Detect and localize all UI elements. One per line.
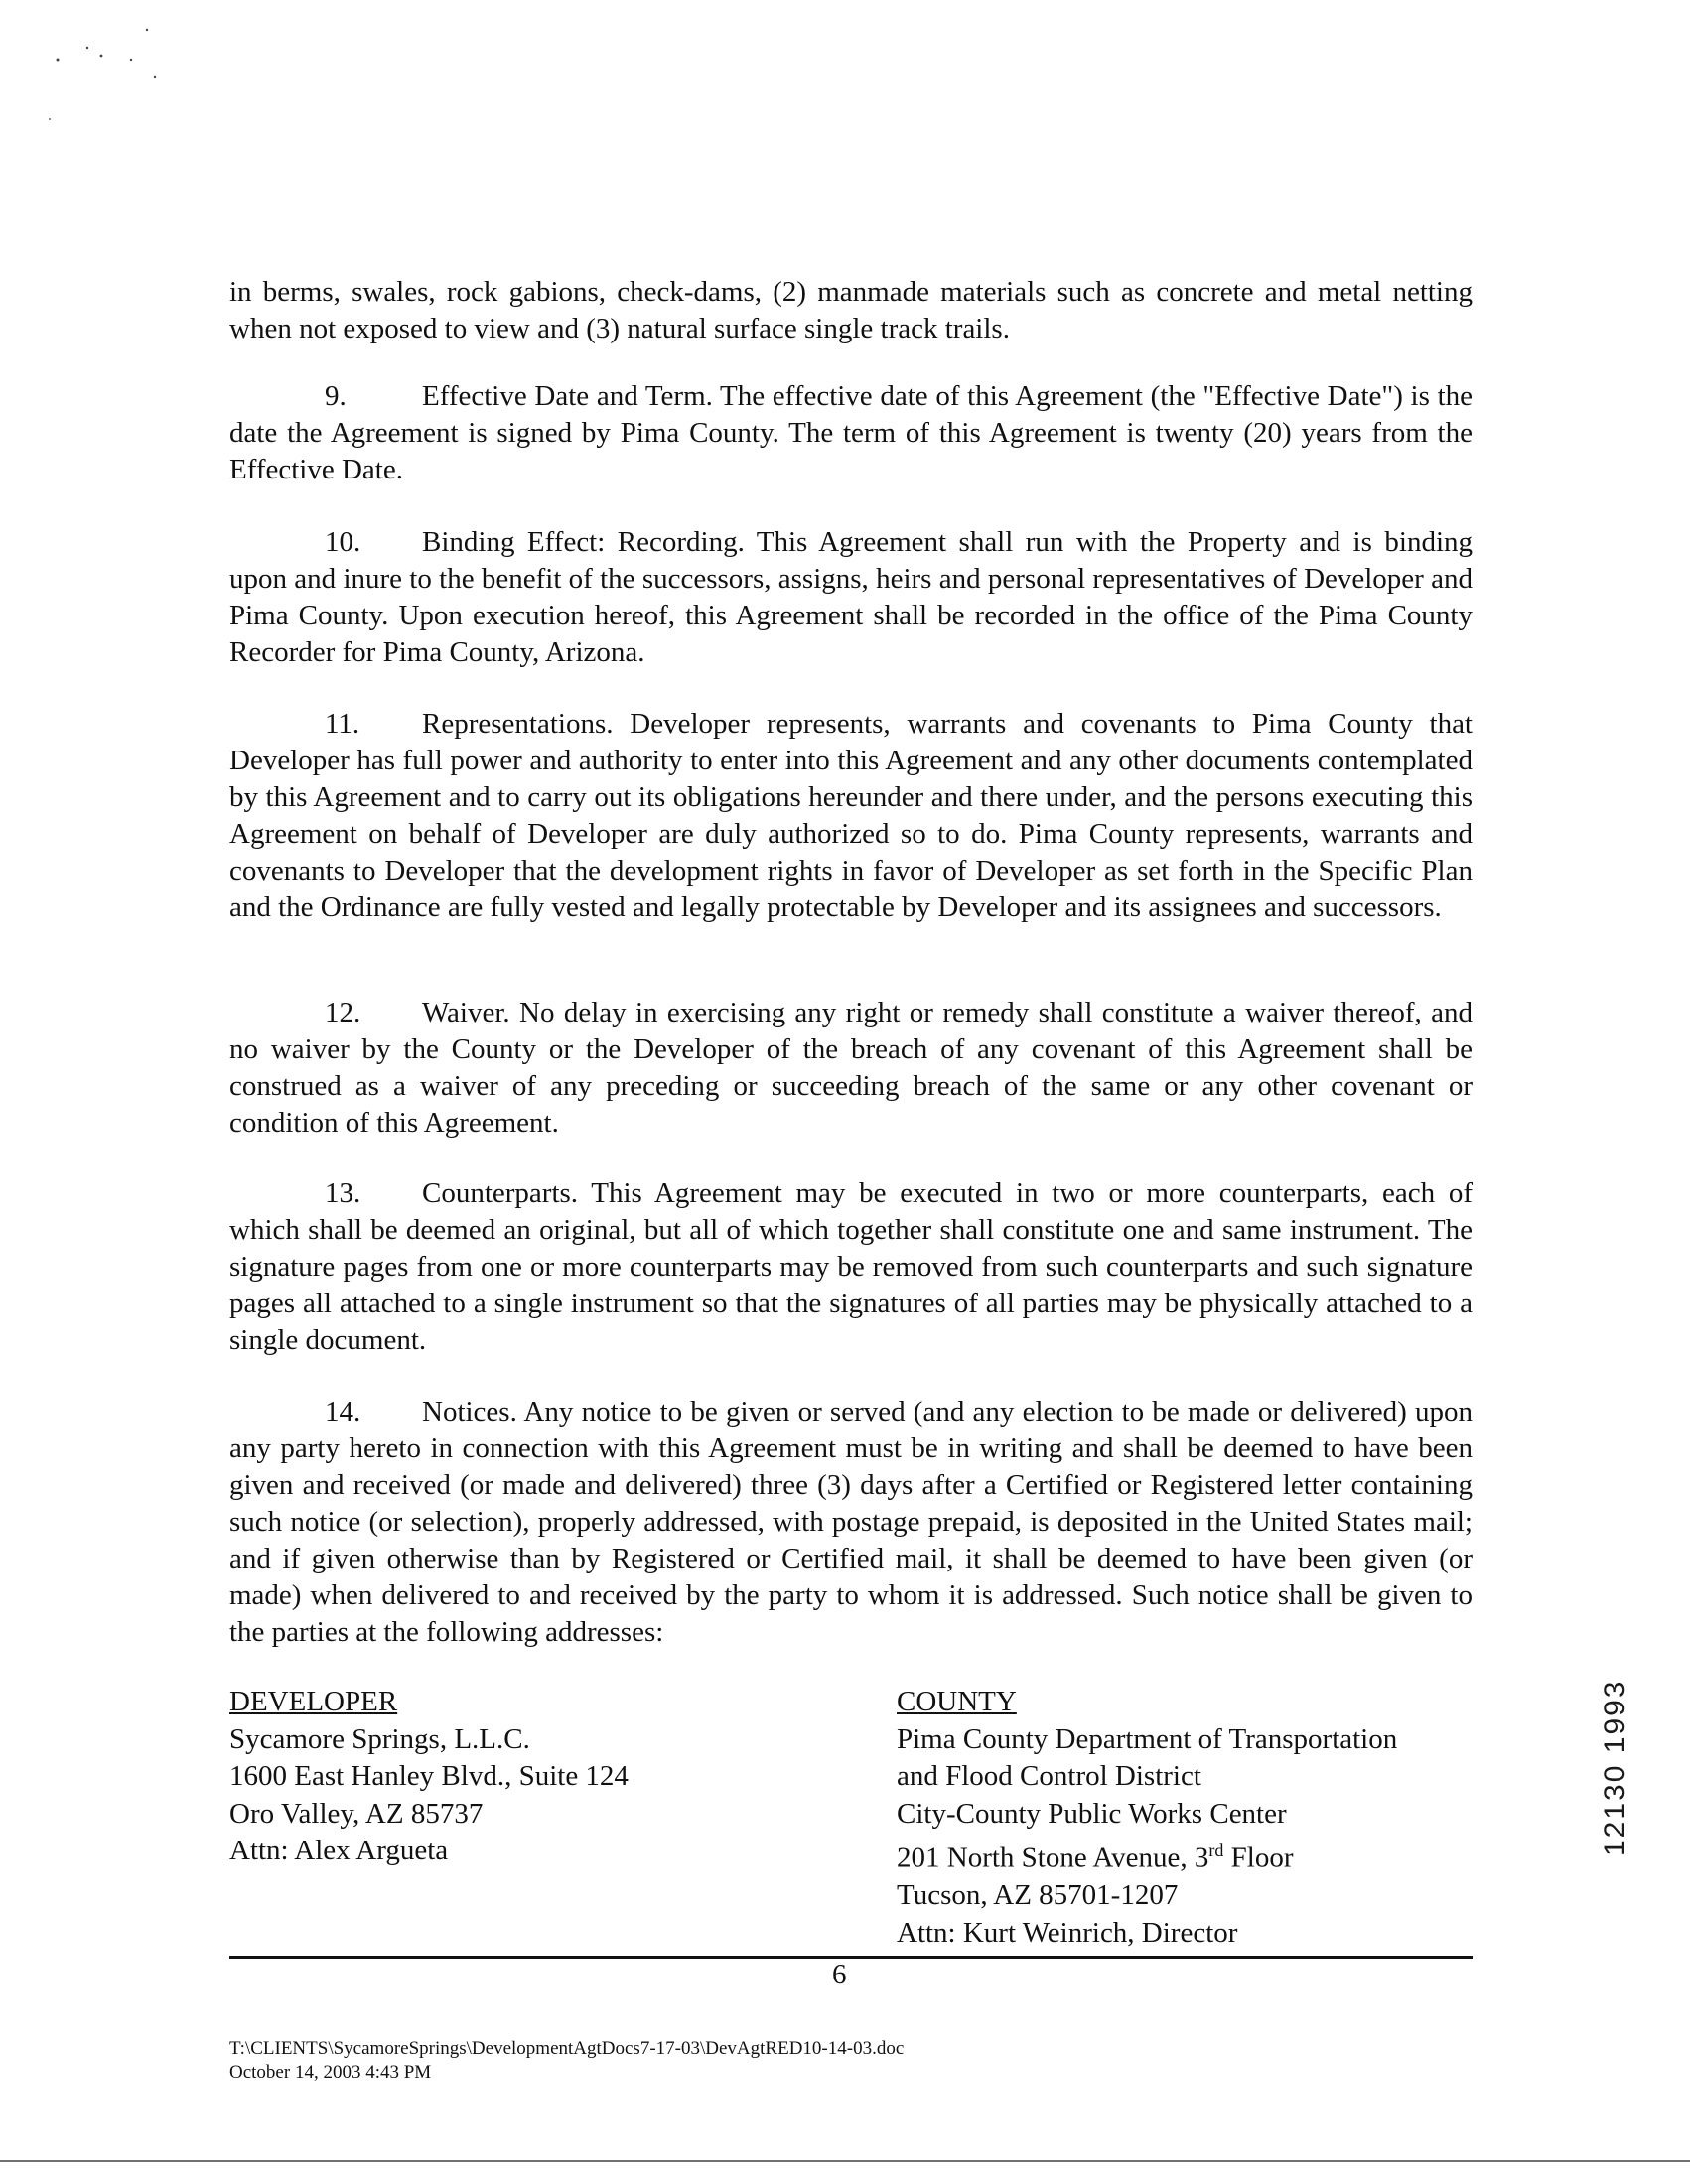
county-attn: Attn: Kurt Weinrich, Director [897,1916,1238,1949]
county-department: Pima County Department of Transportation [897,1722,1398,1755]
paragraph-11: 11. Representations. Developer represents, warrants and covenants to Pima County that Developer has full power and authority to enter into this Agreement and any other documents contemplated by this Agreement and to carry out its obligations hereunder and there under, and the persons executing this Agreement on behalf of Developer are duly authorized so to do. Pima County represents, warrants and covenants to Developer that the development rights in favor of Developer as set forth in the Specific Plan and the Ordinance are fully vested and legally protectable by Developer and its assignees and successors. [229,708,1473,923]
county-street: 201 North Stone Avenue, 3rd Floor [897,1841,1294,1874]
developer-city: Oro Valley, AZ 85737 [229,1797,484,1830]
paragraph-number: 11. [325,708,360,740]
page-number: 6 [832,1959,847,1990]
developer-street: 1600 East Hanley Blvd., Suite 124 [229,1760,629,1792]
developer-attn: Attn: Alex Argueta [229,1835,449,1866]
document-footer [229,2037,904,2085]
paragraph-number: 10. [325,526,361,558]
developer-heading: DEVELOPER [229,1686,398,1717]
county-address-block [897,1684,1397,1952]
county-city: Tucson, AZ 85701-1207 [897,1879,1179,1912]
paragraph-number: 14. [325,1396,361,1428]
footer-date: October 14, 2003 4:43 PM [229,2062,432,2083]
page-rule [229,1956,1473,1959]
county-district: and Flood Control District [897,1760,1201,1792]
paragraph-10: 10. Binding Effect: Recording. This Agreement shall run with the Property and is binding upon and inure to the benefit of the successors, assigns, heirs and personal representatives of Developer and Pima County. Upon execution hereof, this Agreement shall be recorded in the office of the Pima County Recorder for Pima County, Arizona. [229,526,1473,668]
county-heading: COUNTY [897,1686,1017,1717]
paragraph-8-continuation: in berms, swales, rock gabions, check-dams, (2) manmade materials such as concrete and metal netting when not exposed to view and (3) natural surface single track trails. [229,276,1473,344]
paragraph-number: 9. [325,380,347,412]
paragraph-number: 13. [325,1177,361,1209]
paragraph-number: 12. [325,997,361,1028]
recording-number-stamp: 12130 1993 [1599,1679,1631,1856]
scan-speck-marks [40,20,199,139]
county-center: City-County Public Works Center [897,1797,1287,1830]
paragraph-9: 9. Effective Date and Term. The effective date of this Agreement (the "Effective Date") is the date the Agreement is signed by Pima County. The term of this Agreement is twenty (20) years from the Effective Date. [229,380,1473,485]
scan-edge-line [0,2160,1690,2162]
developer-name: Sycamore Springs, L.L.C. [229,1722,530,1755]
paragraph-14: 14. Notices. Any notice to be given or served (and any election to be made or delivered) upon any party hereto in connection with this Agreement must be in writing and shall be deemed to have been given and received (or made and delivered) three (3) days after a Certified or Registered letter containing such notice (or selection), properly addressed, with postage prepaid, is deposited in the United States mail; and if given otherwise than by Registered or Certified mail, it shall be deemed to have been given (or made) when delivered to and received by the party to whom it is addressed. Such notice shall be given to the parties at the following addresses: [229,1396,1473,1648]
paragraph-12: 12. Waiver. No delay in exercising any right or remedy shall constitute a waiver thereof, and no waiver by the County or the Developer of the breach of any covenant of this Agreement shall be construed as a waiver of any preceding or succeeding breach of the same or any other covenant or condition of this Agreement. [229,997,1473,1139]
developer-address-block [229,1684,629,1870]
file-path: T:\CLIENTS\SycamoreSprings\DevelopmentAgtDocs7-17-03\DevAgtRED10-14-03.doc [229,2038,905,2059]
paragraph-13: 13. Counterparts. This Agreement may be executed in two or more counterparts, each of which shall be deemed an original, but all of which together shall constitute one and same instrument. The signature pages from one or more counterparts may be removed from such counterparts and such signature pages all attached to a single instrument so that the signatures of all parties may be physically attached to a single document. [229,1177,1473,1356]
